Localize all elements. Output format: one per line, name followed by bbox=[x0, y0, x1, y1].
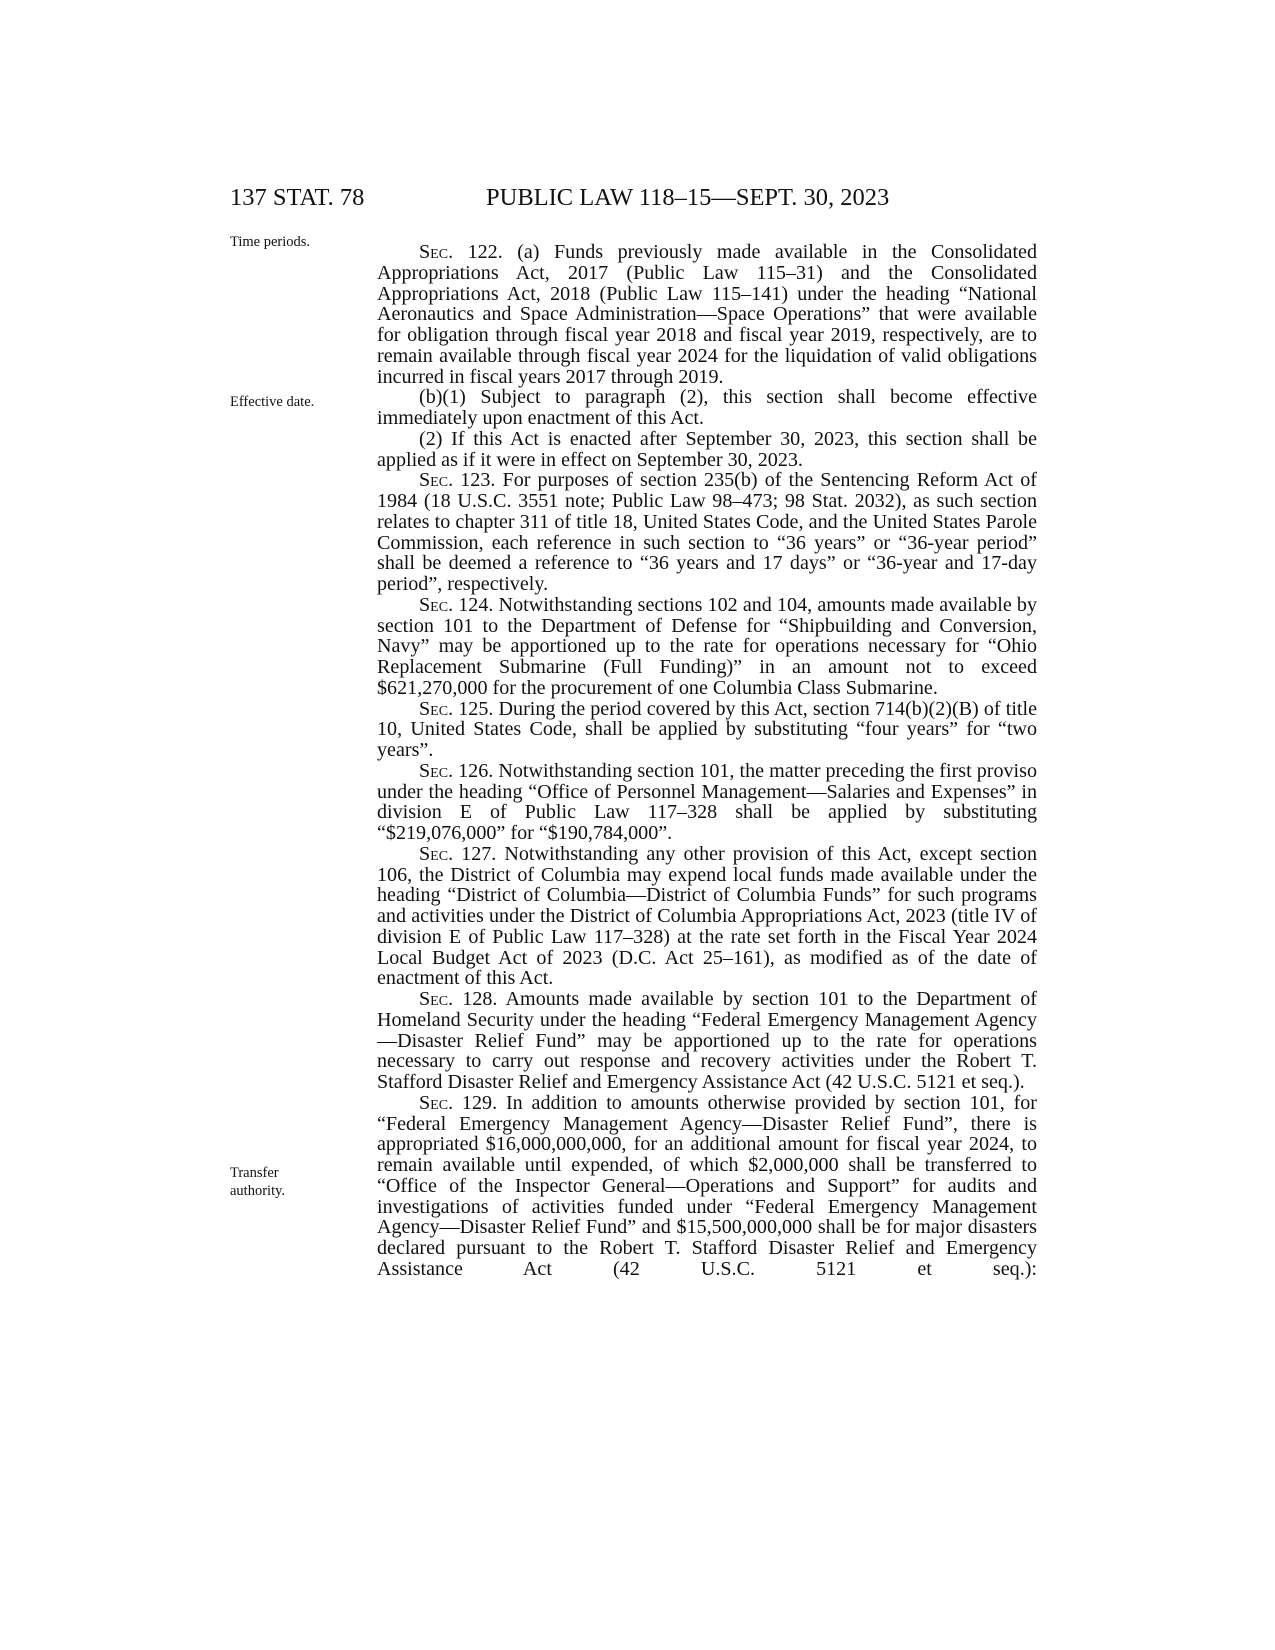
section-text: 124. Notwithstanding sections 102 and 104, amounts made available by section 101 to the Department of Defense for “Shipbuilding and Conversion, Navy” may be apportioned up to the rate for operations necessary for “Ohio Replacement Submarine (Full Funding)” in an amount not to exceed $621,270,000 for the procurement of one Columbia Class Submarine. bbox=[377, 593, 1037, 699]
section-text: 126. Notwithstanding section 101, the matter preceding the first proviso under the heading “Office of Personnel Management—Salaries and Expenses” in division E of Public Law 117–328 shall be applied by substituting “$219,076,000” for “$190,784,000”. bbox=[377, 759, 1037, 844]
section-label: Sec. bbox=[419, 697, 454, 720]
section-label: Sec. bbox=[419, 469, 454, 492]
section-label: Sec. bbox=[419, 759, 454, 782]
section-122a bbox=[377, 242, 1037, 387]
section-129 bbox=[377, 1093, 1037, 1280]
margin-note-line: authority. bbox=[230, 1183, 286, 1199]
page-header bbox=[230, 181, 923, 215]
section-127 bbox=[377, 844, 1037, 989]
section-label: Sec. bbox=[419, 241, 454, 263]
section-text: 128. Amounts made available by section 101 to the Department of Homeland Security under the heading “Federal Emergency Management Agency—Disaster Relief Fund” may be apportioned up to the rate for operations necessary to carry out response and recovery activities under the Robert T. Stafford Disaster Relief and Emergency Assistance Act (42 U.S.C. 5121 et seq.). bbox=[377, 988, 1037, 1093]
section-125 bbox=[377, 699, 1037, 761]
margin-note-effective-date: Effective date. bbox=[230, 394, 315, 410]
section-text: 122. (a) Funds previously made available in the Consolidated Appropriations Act, 2017 (Public Law 115–31) and the Consolidated Appropriations Act, 2018 (Public Law 115–141) under the heading “National Aeronautics and Space Administration—Space Operations” that were available for obligation through fiscal year 2018 and fiscal year 2019, respectively, are to remain available through fiscal year 2024 for the liquidation of valid obligations incurred in fiscal years 2017 through 2019. bbox=[377, 241, 1037, 388]
document-body bbox=[377, 242, 1037, 1280]
section-126 bbox=[377, 761, 1037, 844]
margin-note-line: Transfer bbox=[230, 1165, 279, 1181]
margin-note-transfer-authority bbox=[230, 1164, 285, 1200]
section-124 bbox=[377, 595, 1037, 699]
section-text: 125. During the period covered by this Act, section 714(b)(2)(B) of title 10, United States Code, shall be applied by substituting “four years” for “two years”. bbox=[377, 697, 1037, 761]
running-title: PUBLIC LAW 118–15—SEPT. 30, 2023 bbox=[486, 184, 890, 211]
section-label: Sec. bbox=[419, 593, 454, 616]
section-text: 127. Notwithstanding any other provision of this Act, except section 106, the District of Columbia may expend local funds made available under the heading “District of Columbia—District of Columbia Funds” for such programs and activities under the District of Columbia Appropriations Act, 2023 (title IV of division E of Public Law 117–328) at the rate set forth in the Fiscal Year 2024 Local Budget Act of 2023 (D.C. Act 25–161), as modified as of the date of enactment of this Act. bbox=[377, 842, 1037, 990]
section-text: 129. In addition to amounts otherwise provided by section 101, for “Federal Emergency Management Agency—Disaster Relief Fund”, there is appropriated $16,000,000,000, for an additional amount for fiscal year 2024, to remain available until expended, of which $2,000,000 shall be transferred to “Office of the Inspector General—Operations and Support” for audits and investigations of activities funded under “Federal Emergency Management Agency—Disaster Relief Fund” and $15,500,000,000 shall be for major disasters declared pursuant to the Robert T. Stafford Disaster Relief and Emergency Assistance Act (42 U.S.C. 5121 et seq.): bbox=[377, 1091, 1037, 1280]
margin-note-time-periods: Time periods. bbox=[230, 234, 311, 250]
section-text: 123. For purposes of section 235(b) of the Sentencing Reform Act of 1984 (18 U.S.C. 3551 note; Public Law 98–473; 98 Stat. 2032), as such section relates to chapter 311 of title 18, United States Code, and the United States Parole Commission, each reference in such section to “36 years” or “36-year period” shall be deemed a reference to “36 years and 17 days” or “36-year and 17-day period”, respectively. bbox=[377, 469, 1037, 595]
section-label: Sec. bbox=[419, 988, 454, 1010]
page-number: 137 STAT. 78 bbox=[230, 184, 365, 211]
section-label: Sec. bbox=[419, 842, 454, 865]
section-122b1: (b)(1) Subject to paragraph (2), this section shall become effective immediately upon enactment of this Act. bbox=[377, 386, 1037, 429]
section-label: Sec. bbox=[419, 1091, 454, 1114]
section-122b2: (2) If this Act is enacted after September 30, 2023, this section shall be applied as if it were in effect on September 30, 2023. bbox=[377, 427, 1037, 471]
section-128 bbox=[377, 989, 1037, 1093]
section-123 bbox=[377, 470, 1037, 595]
